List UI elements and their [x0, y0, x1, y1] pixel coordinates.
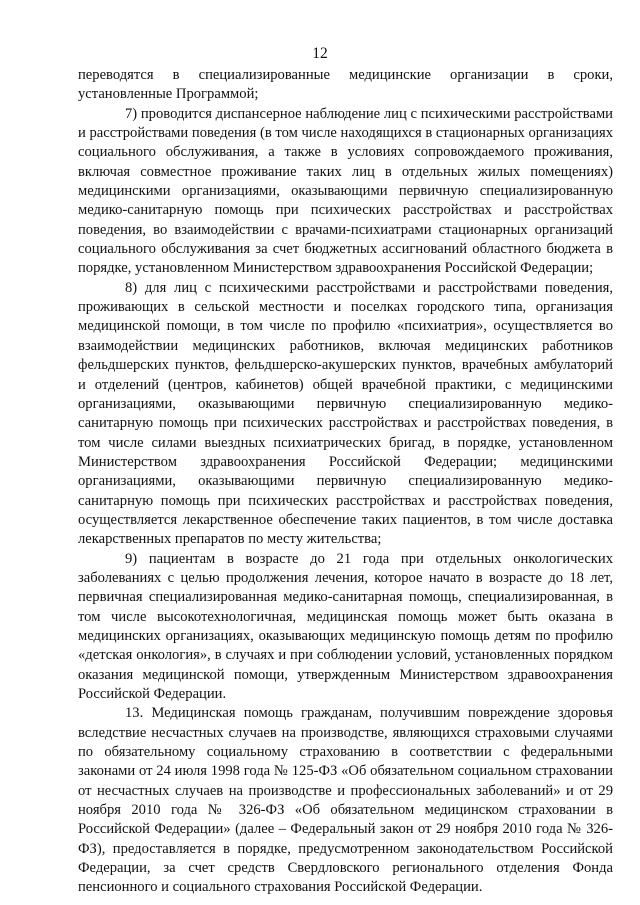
page-number: 12 — [312, 45, 328, 62]
paragraph-item-9: 9) пациентам в возрасте до 21 года при отдельных онкологических заболеваниях с целью продолжения лечения, которое начато в возрасте до 18 лет, первичная специализированная медико-санитарная помощь, специализированная, в том числе высокотехнологичная, медицинская помощь может быть оказана в медицинских организациях, оказывающих медицинскую помощь детям по профилю «детская онкология», в случаях и при соблюдении условий, установленных порядком оказания медицинской помощи, утвержденным Министерством здравоохранения Российской Федерации. — [78, 550, 613, 702]
paragraph-continuation: переводятся в специализированные медицинские организации в сроки, установленные Программой; — [78, 67, 613, 103]
paragraph-section-13: 13. Медицинская помощь гражданам, получившим повреждение здоровья вследствие несчастных случаев на производстве, являющихся страховыми случаями по обязательному социальному страхованию в соответствии с федеральными законами от 24 июля 1998 года № 125-ФЗ «Об обязательном социальном страховании от несчастных случаев на производстве и профессиональных заболеваний» и от 29 ноября 2010 года № 326-ФЗ «Об обязательном медицинском страховании в Российской Федерации» (далее – Федеральный закон от 29 ноября 2010 года № 326-ФЗ), предоставляется в порядке, предусмотренном законодательством Российской Федерации, за счет средств Свердловского регионального отделения Фонда пенсионного и социального страхования Российской Федерации. — [78, 705, 613, 896]
paragraph-item-8: 8) для лиц с психическими расстройствами и расстройствами поведения, проживающих в сельской местности и поселках городского типа, организация медицинской помощи, в том числе по профилю «психиатрия», осуществляется во взаимодействии медицинских работников, включая медицинских работников фельдшерских пунктов, фельдшерско-акушерских пунктов, врачебных амбулаторий и отделений (центров, кабинетов) общей врачебной практики, с медицинскими организациями, оказывающими первичную специализированную медико-санитарную помощь при психических расстройствах и расстройствах поведения, в том числе силами выездных психиатрических бригад, в порядке, установленном Министерством здравоохранения Российской Федерации; медицинскими организациями, оказывающими первичную специализированную медико-санитарную помощь при психических расстройствах и расстройствах поведения, осуществляется лекарственное обеспечение таких пациентов, в том числе доставка лекарственных препаратов по месту жительства; — [78, 279, 613, 548]
paragraph-item-7: 7) проводится диспансерное наблюдение лиц с психическими расстройствами и расстройствами поведения (в том числе находящихся в стационарных организациях социального обслуживания, а также в условиях сопровождаемого проживания, включая совместное проживание таких лиц в отдельных жилых помещениях) медицинскими организациями, оказывающими первичную специализированную медико-санитарную помощь при психических расстройствах и расстройствах поведения, во взаимодействии с врачами-психиатрами стационарных организаций социального обслуживания за счет бюджетных ассигнований областного бюджета в порядке, установленном Министерством здравоохранения Российской Федерации; — [78, 105, 613, 277]
document-body — [78, 66, 613, 898]
